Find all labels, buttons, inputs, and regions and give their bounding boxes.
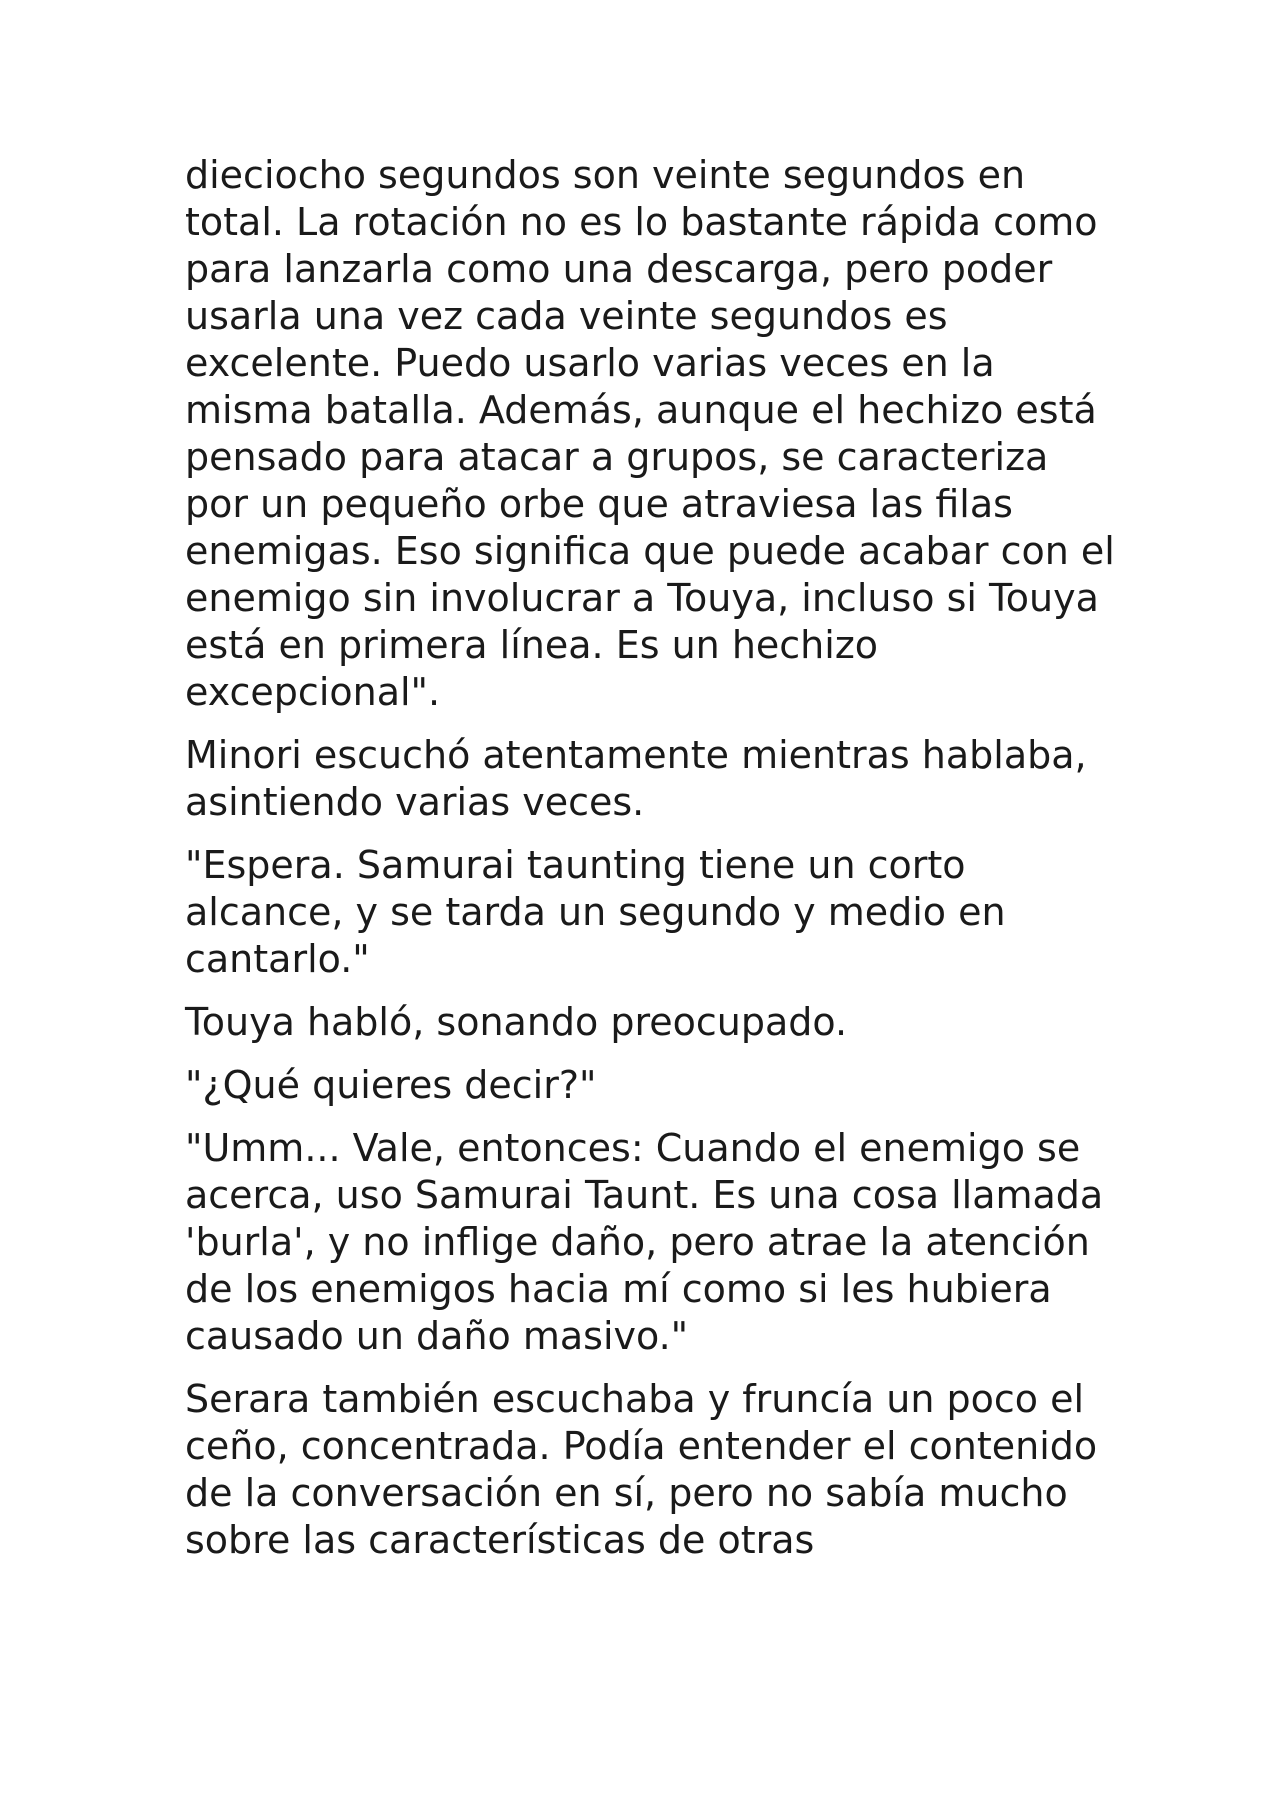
paragraph: "¿Qué quieres decir?" bbox=[185, 1063, 597, 1107]
paragraph: dieciocho segundos son veinte segundos en total. La rotación no es lo bastante rápida como para lanzarla como una descarga, pero poder usarla una vez cada veinte segundos es excelente. Puedo usarlo varias veces en la misma batalla. Además, aunque el hechizo está pensado para atacar a grupos, se caracteriza por un pequeño orbe que atraviesa las filas enemigas. Eso significa que puede acabar con el enemigo sin involucrar a Touya, incluso si Touya está en primera línea. Es un hechizo excepcional". bbox=[185, 153, 1115, 714]
paragraph: Touya habló, sonando preocupado. bbox=[185, 1000, 848, 1044]
paragraph: "Espera. Samurai taunting tiene un corto alcance, y se tarda un segundo y medio en cantarlo." bbox=[185, 843, 1006, 981]
paragraph: Serara también escuchaba y fruncía un poco el ceño, concentrada. Podía entender el contenido de la conversación en sí, pero no sabía mucho sobre las características de otras bbox=[185, 1377, 1098, 1562]
body-text bbox=[185, 152, 1115, 1580]
paragraph: "Umm... Vale, entonces: Cuando el enemigo se acerca, uso Samurai Taunt. Es una cosa llamada 'burla', y no inflige daño, pero atrae la atención de los enemigos hacia mí como si les hubiera causado un daño masivo." bbox=[185, 1126, 1104, 1358]
paragraph: Minori escuchó atentamente mientras hablaba, asintiendo varias veces. bbox=[185, 733, 1087, 824]
